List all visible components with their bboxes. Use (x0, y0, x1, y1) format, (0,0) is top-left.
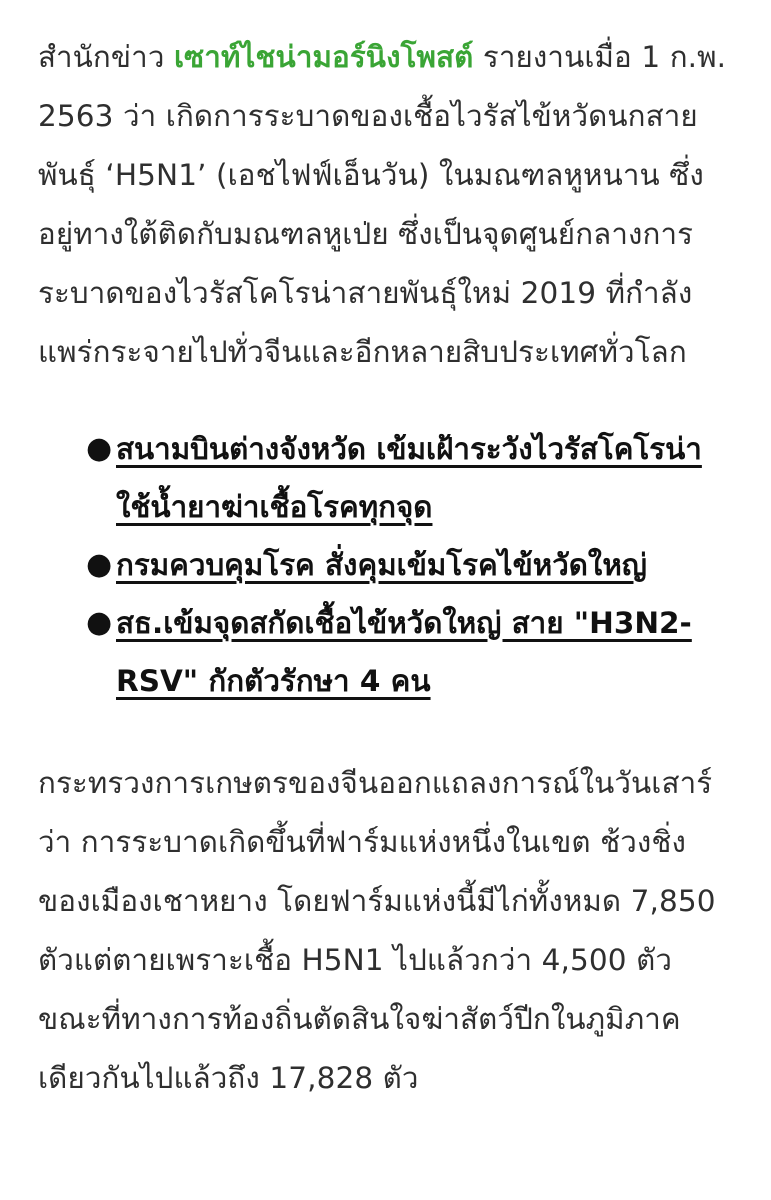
bullet-icon: ● (86, 431, 113, 466)
related-link-item (86, 420, 735, 536)
related-link-item (86, 594, 735, 710)
intro-prefix: สำนักข่าว (38, 40, 174, 74)
related-links-list (38, 420, 735, 710)
body-paragraph: กระทรวงการเกษตรของจีนออกแถลงการณ์ในวันเสาร์ว่า การระบาดเกิดขึ้นที่ฟาร์มแห่งหนึ่งในเขต ช้วงชิ่ง ของเมืองเชาหยาง โดยฟาร์มแห่งนี้มีไก่ทั้งหมด 7,850 ตัวแต่ตายเพราะเชื้อ H5N1 ไปแล้วกว่า 4,500 ตัว ขณะที่ทางการท้องถิ่นตัดสินใจฆ่าสัตว์ปีกในภูมิภาคเดียวกันไปแล้วถึง 17,828 ตัว (38, 766, 716, 1095)
intro-text: รายงานเมื่อ 1 ก.พ. 2563 ว่า เกิดการระบาดของเชื้อไวรัสไข้หวัดนกสายพันธุ์ ‘H5N1’ (เอชไฟฟ์เอ็นวัน) ในมณฑลหูหนาน ซึ่งอยู่ทางใต้ติดกับมณฑลหูเป่ย ซึ่งเป็นจุดศูนย์กลางการระบาดของไวรัสโคโรน่าสายพันธุ์ใหม่ 2019 ที่กำลังแพร่กระจายไปทั่วจีนและอีกหลายสิบประเทศทั่วโลก (38, 40, 727, 369)
related-link-flu-checkpoint[interactable]: สธ.เข้มจุดสกัดเชื้อไข้หวัดใหญ่ สาย "H3N2-RSV" กักตัวรักษา 4 คน (116, 606, 692, 698)
related-link-disease-control[interactable]: กรมควบคุมโรค สั่งคุมเข้มโรคไข้หวัดใหญ่ (116, 548, 647, 582)
related-link-airport[interactable]: สนามบินต่างจังหวัด เข้มเฝ้าระวังไวรัสโคโรน่า ใช้น้ำยาฆ่าเชื้อโรคทุกจุด (116, 432, 702, 524)
related-link-item (86, 536, 735, 594)
bullet-icon: ● (86, 547, 113, 582)
bullet-icon: ● (86, 605, 113, 640)
intro-paragraph (38, 28, 735, 382)
source-link[interactable]: เซาท์ไชน่ามอร์นิงโพสต์ (173, 40, 474, 74)
